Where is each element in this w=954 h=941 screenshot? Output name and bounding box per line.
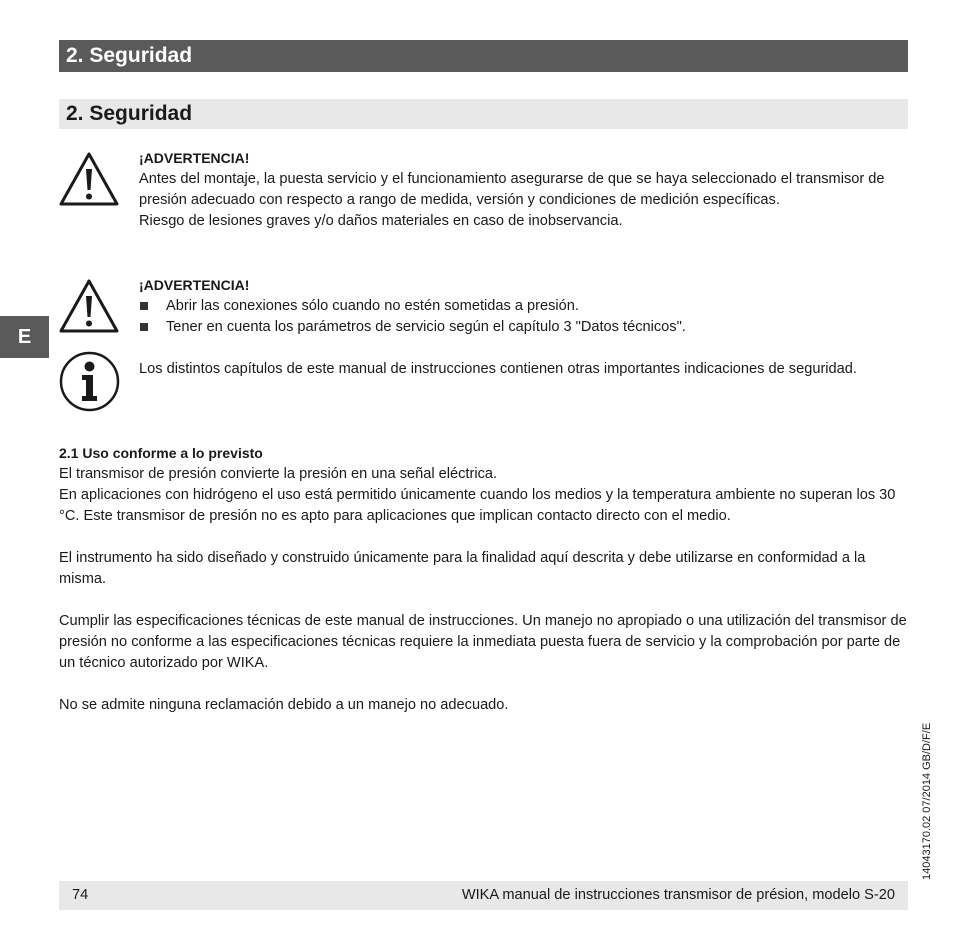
footer-title: WIKA manual de instrucciones transmisor de présion, modelo S-20: [461, 887, 895, 903]
info-icon: [59, 351, 120, 412]
list-item: [139, 317, 904, 338]
list-item-text: Abrir las conexiones sólo cuando no estén sometidas a presión.: [166, 298, 579, 314]
document-code: 14043170.02 07/2014 GB/D/F/E: [921, 722, 933, 880]
subsection-heading: 2.1 Uso conforme a lo previsto: [59, 445, 263, 461]
info-text: Los distintos capítulos de este manual de instrucciones contienen otras importantes indicaciones de seguridad.: [139, 361, 857, 377]
section-title: 2. Seguridad: [66, 102, 193, 125]
list-item: [139, 296, 904, 317]
language-tab: E: [0, 316, 49, 358]
info-block: [139, 359, 904, 380]
bullet-square-icon: [140, 302, 148, 310]
list-item-text: Tener en cuenta los parámetros de servicio según el capítulo 3 "Datos técnicos".: [166, 319, 686, 335]
warning-block-2: [139, 275, 904, 338]
warning-triangle-icon: [59, 152, 119, 206]
section-2-1: [59, 443, 909, 716]
paragraph: Cumplir las especificaciones técnicas de este manual de instrucciones. Un manejo no apropiado o una utilización del transmisor de presión no conforme a las especificaciones técnicas requiere la inmediata puesta fuera de servicio y la comprobación por parte de un técnico autorizado por WIKA.: [59, 613, 907, 671]
top-chapter-bar: [59, 40, 908, 72]
paragraph: En aplicaciones con hidrógeno el uso está permitido únicamente cuando los medios y la temperatura ambiente no superan los 30 °C. Este transmisor de presión no es apto para aplicaciones que implican contacto directo con el medio.: [59, 487, 896, 524]
warning-risk-text: Riesgo de lesiones graves y/o daños materiales en caso de inobservancia.: [139, 213, 623, 229]
paragraph: No se admite ninguna reclamación debido a un manejo no adecuado.: [59, 697, 509, 713]
page-footer: [59, 881, 908, 910]
warning-triangle-icon: [59, 279, 119, 333]
paragraph: El instrumento ha sido diseñado y construido únicamente para la finalidad aquí descrita y debe utilizarse en conformidad a la misma.: [59, 550, 866, 587]
page-number: 74: [72, 887, 89, 903]
warning-heading: ¡ADVERTENCIA!: [139, 150, 250, 166]
paragraph: El transmisor de presión convierte la presión en una señal eléctrica.: [59, 466, 498, 482]
top-chapter-title: 2. Seguridad: [66, 44, 193, 67]
bullet-square-icon: [140, 323, 148, 331]
warning-block-1: [139, 148, 904, 232]
warning-heading: ¡ADVERTENCIA!: [139, 277, 250, 293]
section-title-bar: [59, 99, 908, 129]
warning-text: Antes del montaje, la puesta servicio y el funcionamiento asegurarse de que se haya seleccionado el transmisor de presión adecuado con respecto a rango de medida, versión y condiciones de medición específicas.: [139, 171, 885, 208]
